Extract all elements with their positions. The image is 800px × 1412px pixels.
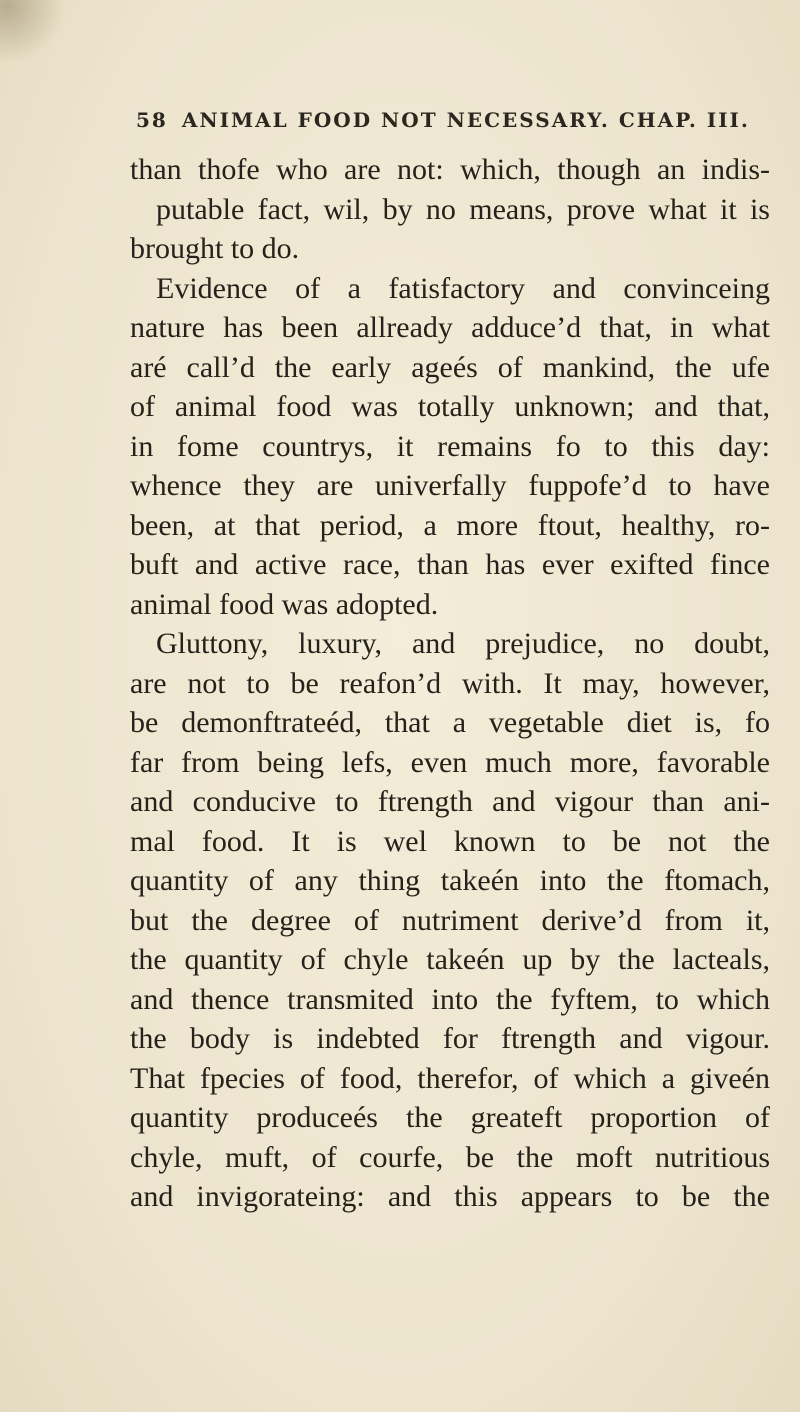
text-line: than thofe who are not: which, though an indis- (130, 153, 770, 186)
text-line: aré call’d the early ageés of mankind, the ufe (130, 350, 770, 384)
text-line: Gluttony, luxury, and prejudice, no doubt, (156, 627, 770, 660)
text-line: brought to do. (130, 232, 300, 265)
text-line: whence they are univerfally fuppofe’d to have (130, 469, 770, 502)
page-number: 58 (136, 108, 168, 132)
text-line: the body is indebted for ftrength and vigour. (130, 1022, 770, 1055)
text-line: chyle, muft, of courfe, be the moft nutritious (130, 1140, 770, 1174)
text-line: be demonftrateéd, that a vegetable diet is, fo (130, 706, 770, 739)
running-header (136, 108, 750, 132)
text-line: quantity of any thing takeén into the ftomach, (130, 864, 770, 897)
page-stain (0, 0, 70, 60)
text-line: and thence transmited into the fyftem, to which (130, 982, 770, 1016)
text-line: putable fact, wil, by no means, prove what it is (156, 192, 770, 226)
text-line: of animal food was totally unknown; and that, (130, 390, 770, 423)
text-line: That fpecies of food, therefor, of which a giveén (130, 1061, 770, 1095)
text-line: and invigorateing: and this appears to be the (130, 1180, 770, 1213)
text-line: buft and active race, than has ever exifted fince (130, 548, 770, 581)
text-line: but the degree of nutriment derive’d from it, (130, 903, 770, 937)
text-line: the quantity of chyle takeén up by the lacteals, (130, 943, 770, 976)
text-line: quantity produceés the greateft proportion of (130, 1101, 770, 1134)
text-line: animal food was adopted. (130, 587, 439, 621)
text-line: been, at that period, a more ftout, healthy, ro- (130, 508, 770, 542)
running-head-title: ANIMAL FOOD NOT NECESSARY. CHAP. III. (181, 108, 750, 132)
text-line: nature has been allready adduce’d that, in what (130, 311, 770, 344)
text-line: are not to be reafon’d with. It may, however, (130, 666, 770, 700)
body-text (130, 150, 770, 1217)
text-line: Evidence of a fatisfactory and convinceing (156, 271, 770, 305)
text-line: far from being lefs, even much more, favorable (130, 745, 770, 779)
text-line: in fome countrys, it remains fo to this day: (130, 429, 770, 463)
text-line: and conducive to ftrength and vigour than ani- (130, 785, 770, 818)
text-line: mal food. It is wel known to be not the (130, 824, 770, 858)
